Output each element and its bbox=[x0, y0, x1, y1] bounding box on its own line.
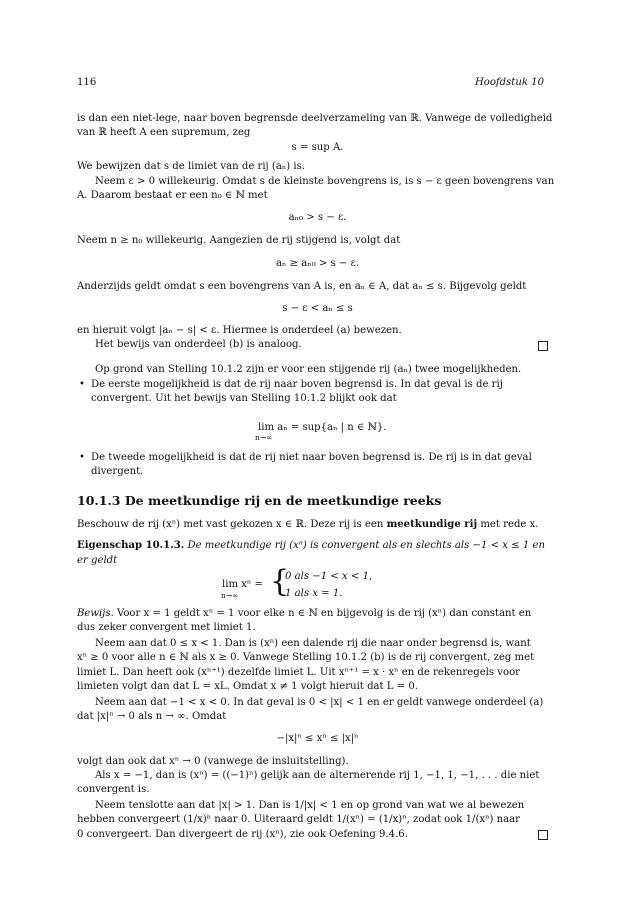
proposition: er geldt bbox=[77, 555, 118, 566]
equation: s − ε < aₙ ≤ s bbox=[282, 303, 353, 314]
proof-line: volgt dan ook dat xⁿ → 0 (vanwege de insluitstelling). bbox=[77, 756, 349, 767]
list-item: divergent. bbox=[91, 466, 144, 477]
proof-line: Als x = −1, dan is (xⁿ) = ((−1)ⁿ) gelijk aan de alternerende rij 1, −1, 1, −1, . . . die niet bbox=[95, 770, 540, 781]
equation-subscript: n→∞ bbox=[255, 433, 273, 442]
text-line: Anderzijds geldt omdat s een bovengrens van A is, en aₙ ∈ A, dat aₙ ≤ s. Bijgevolg geldt bbox=[77, 281, 527, 292]
text-line: Op grond van Stelling 10.1.2 zijn er voor een stijgende rij (aₙ) twee mogelijkheden. bbox=[95, 364, 522, 375]
proof-line: convergent is. bbox=[77, 784, 150, 795]
equation-subscript: n→∞ bbox=[221, 591, 239, 600]
proof-line: dat |x|ⁿ → 0 als n → ∞. Omdat bbox=[77, 711, 227, 722]
equation: −|x|ⁿ ≤ xⁿ ≤ |x|ⁿ bbox=[276, 733, 359, 744]
proof-line: limiet L. Dan heeft ook (xⁿ⁺¹) dezelfde limiet L. Uit xⁿ⁺¹ = x · xⁿ en de rekenregels voor bbox=[77, 667, 520, 678]
proof-line: Neem tenslotte aan dat |x| > 1. Dan is 1/|x| < 1 en op grond van wat we al bewezen bbox=[95, 800, 525, 811]
equation: s = sup A. bbox=[291, 142, 344, 153]
bullet-icon: • bbox=[79, 452, 85, 463]
chapter-title: Hoofdstuk 10 bbox=[474, 77, 544, 88]
bullet-icon: • bbox=[79, 379, 85, 390]
qed-symbol bbox=[538, 830, 548, 840]
equation-case: 0 als −1 < x < 1, bbox=[285, 571, 373, 582]
proposition: Eigenschap 10.1.3. De meetkundige rij (xⁿ) is convergent als en slechts als −1 < x ≤ 1 en bbox=[77, 540, 545, 551]
proof-line: xⁿ ≥ 0 voor alle n ∈ ℕ als x ≥ 0. Vanwege Stelling 10.1.2 (b) is de rij convergent, zeg met bbox=[77, 652, 535, 663]
proof-line: limieten volgt dan dat L = xL. Omdat x ≠ 1 volgt hieruit dat L = 0. bbox=[77, 681, 419, 692]
qed-symbol bbox=[538, 341, 548, 351]
equation-case: 1 als x = 1. bbox=[285, 588, 343, 599]
proof-line: Bewijs. Voor x = 1 geldt xⁿ = 1 voor elke n ∈ ℕ en bijgevolg is de rij (xⁿ) dan constant en bbox=[77, 608, 532, 619]
text-line: en hieruit volgt |aₙ − s| < ε. Hiermee is onderdeel (a) bewezen. bbox=[77, 325, 402, 336]
page-number: 116 bbox=[77, 77, 97, 88]
list-item: De tweede mogelijkheid is dat de rij niet naar boven begrensd is. De rij is in dat geval bbox=[91, 452, 532, 463]
text-line: Het bewijs van onderdeel (b) is analoog. bbox=[95, 339, 302, 350]
equation: aₙ ≥ aₙ₀ > s − ε. bbox=[275, 258, 360, 269]
equation: lim aₙ = sup{aₙ | n ∈ ℕ}. bbox=[258, 422, 387, 433]
proof-line: Neem aan dat 0 ≤ x < 1. Dan is (xⁿ) een dalende rij die naar onder begrensd is, want bbox=[95, 638, 531, 649]
list-item: De eerste mogelijkheid is dat de rij naar boven begrensd is. In dat geval is de rij bbox=[91, 379, 503, 390]
text-line: Neem ε > 0 willekeurig. Omdat s de kleinste bovengrens is, is s − ε geen bovengrens van bbox=[95, 176, 555, 187]
text-line: is dan een niet-lege, naar boven begrensde deelverzameling van ℝ. Vanwege de volledigheid bbox=[77, 113, 553, 124]
proof-line: dus zeker convergent met limiet 1. bbox=[77, 622, 256, 633]
proof-line: Neem aan dat −1 < x < 0. In dat geval is 0 < |x| < 1 en er geldt vanwege onderdeel (a) bbox=[95, 697, 544, 708]
list-item: convergent. Uit het bewijs van Stelling 10.1.2 blijkt ook dat bbox=[91, 393, 397, 404]
equation: lim xⁿ = bbox=[222, 579, 263, 590]
text-line: Beschouw de rij (xⁿ) met vast gekozen x ∈ ℝ. Deze rij is een meetkundige rij met rede x. bbox=[77, 519, 539, 530]
proof-line: 0 convergeert. Dan divergeert de rij (xⁿ), zie ook Oefening 9.4.6. bbox=[77, 829, 408, 840]
text-line: A. Daarom bestaat er een n₀ ∈ ℕ met bbox=[77, 190, 268, 201]
text-line: We bewijzen dat s de limiet van de rij (aₙ) is. bbox=[77, 161, 305, 172]
proof-line: hebben convergeert (1/x)ⁿ naar 0. Uiteraard geldt 1/(xⁿ) = (1/x)ⁿ, zodat ook 1/(xⁿ) naar bbox=[77, 814, 520, 825]
equation: aₙ₀ > s − ε. bbox=[288, 212, 347, 223]
text-line: Neem n ≥ n₀ willekeurig. Aangezien de rij stijgend is, volgt dat bbox=[77, 235, 401, 246]
text-line: van ℝ heeft A een supremum, zeg bbox=[77, 127, 251, 138]
section-heading: 10.1.3 De meetkundige rij en de meetkundige reeks bbox=[77, 493, 442, 508]
brace-symbol: { bbox=[270, 564, 290, 599]
